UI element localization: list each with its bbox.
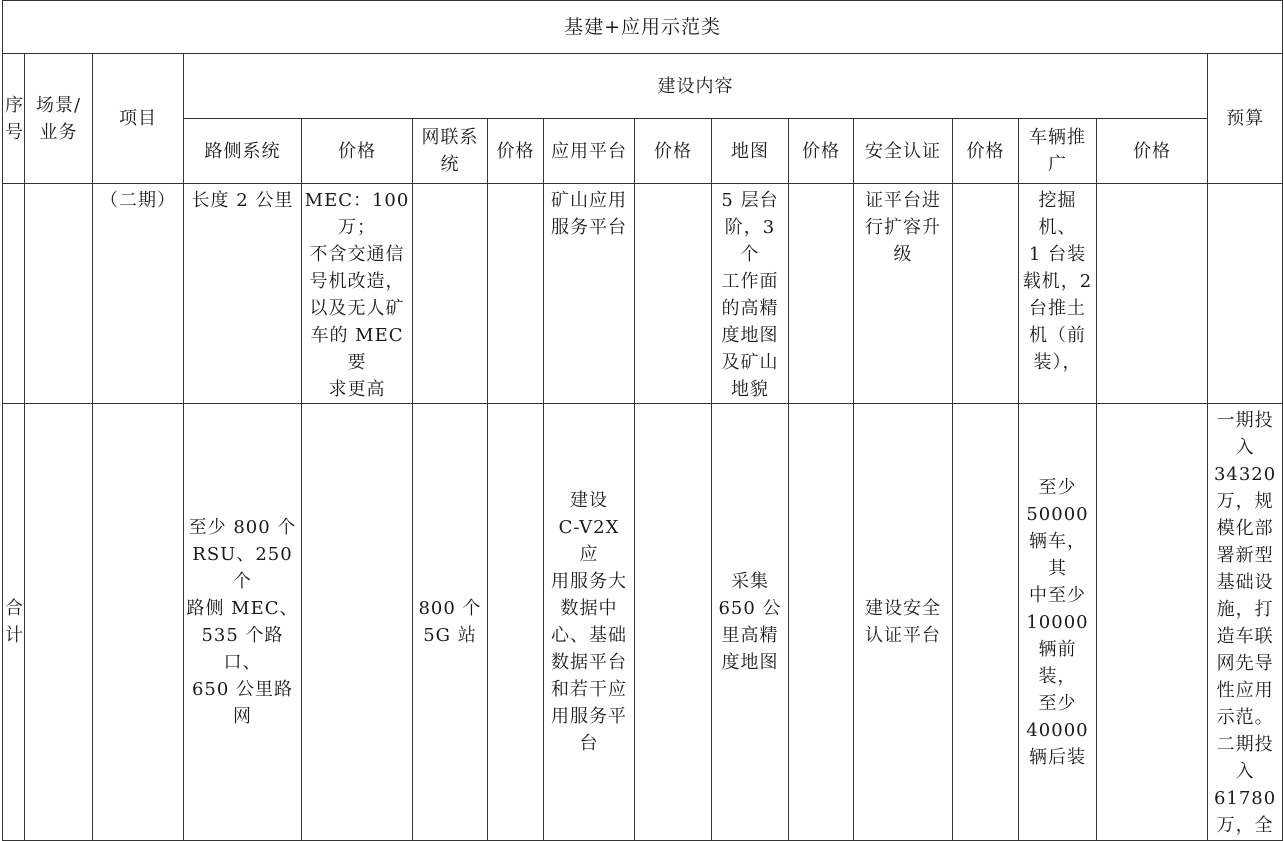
header-map: 地图 <box>712 119 789 184</box>
header-row-2 <box>3 119 1283 184</box>
cell-vehicles-price <box>1097 184 1208 404</box>
cell-platform: 矿山应用 服务平台 <box>544 184 635 404</box>
header-network: 网联系 统 <box>413 119 488 184</box>
header-content-group: 建设内容 <box>184 54 1208 119</box>
header-price: 价格 <box>789 119 854 184</box>
cell-index: 合 计 <box>3 404 25 841</box>
cell-network: 800 个 5G 站 <box>413 404 488 841</box>
header-vehicles: 车辆推 广 <box>1019 119 1097 184</box>
header-price: 价格 <box>488 119 544 184</box>
cell-scenario <box>25 404 93 841</box>
cell-map-price <box>789 184 854 404</box>
cell-platform-price <box>635 404 712 841</box>
cell-map-price <box>789 404 854 841</box>
cell-vehicles: 挖掘机、 1 台装 载机，2 台推土 机（前 装）， <box>1019 184 1097 404</box>
header-price: 价格 <box>302 119 413 184</box>
cell-security: 建设安全 认证平台 <box>854 404 953 841</box>
cell-scenario <box>25 184 93 404</box>
cell-map: 采集 650 公 里高精 度地图 <box>712 404 789 841</box>
cell-budget <box>1208 184 1283 404</box>
cell-network-price <box>488 184 544 404</box>
cell-network <box>413 184 488 404</box>
budget-table <box>2 0 1283 841</box>
cell-platform: 建设 C-V2X 应 用服务大 数据中 心、基础 数据平台 和若干应 用服务平 台 <box>544 404 635 841</box>
cell-security: 证平台进 行扩容升 级 <box>854 184 953 404</box>
header-roadside: 路侧系统 <box>184 119 302 184</box>
cell-project: （二期） <box>93 184 184 404</box>
header-project: 项目 <box>93 54 184 184</box>
cell-platform-price <box>635 184 712 404</box>
header-price: 价格 <box>953 119 1019 184</box>
header-security: 安全认证 <box>854 119 953 184</box>
header-platform: 应用平台 <box>544 119 635 184</box>
header-price: 价格 <box>1097 119 1208 184</box>
table-title: 基建+应用示范类 <box>3 1 1283 54</box>
cell-network-price <box>488 404 544 841</box>
cell-roadside: 至少 800 个 RSU、250 个 路侧 MEC、 535 个路口、 650 公里路 网 <box>184 404 302 841</box>
cell-vehicles: 至少 50000 辆车，其 中至少 10000 辆前装， 至少 40000 辆后装 <box>1019 404 1097 841</box>
header-index: 序 号 <box>3 54 25 184</box>
cell-budget: 一期投 入 34320 万，规 模化部 署新型 基础设 施，打 造车联 网先导 性应用 示范。 二期投 入 61780 万，全 <box>1208 404 1283 841</box>
cell-roadside-price: MEC：100 万； 不含交通信 号机改造， 以及无人矿 车的 MEC 要 求更高 <box>302 184 413 404</box>
header-row-1 <box>3 54 1283 119</box>
cell-project <box>93 404 184 841</box>
table-row <box>3 184 1283 404</box>
cell-index <box>3 184 25 404</box>
header-scenario: 场景/ 业务 <box>25 54 93 184</box>
cell-roadside: 长度 2 公里 <box>184 184 302 404</box>
cell-vehicles-price <box>1097 404 1208 841</box>
cell-map: 5 层台 阶，3 个 工作面 的高精 度地图 及矿山 地貌 <box>712 184 789 404</box>
cell-roadside-price <box>302 404 413 841</box>
cell-security-price <box>953 184 1019 404</box>
header-budget: 预算 <box>1208 54 1283 184</box>
table-row <box>3 404 1283 841</box>
header-price: 价格 <box>635 119 712 184</box>
title-row <box>3 1 1283 54</box>
cell-security-price <box>953 404 1019 841</box>
